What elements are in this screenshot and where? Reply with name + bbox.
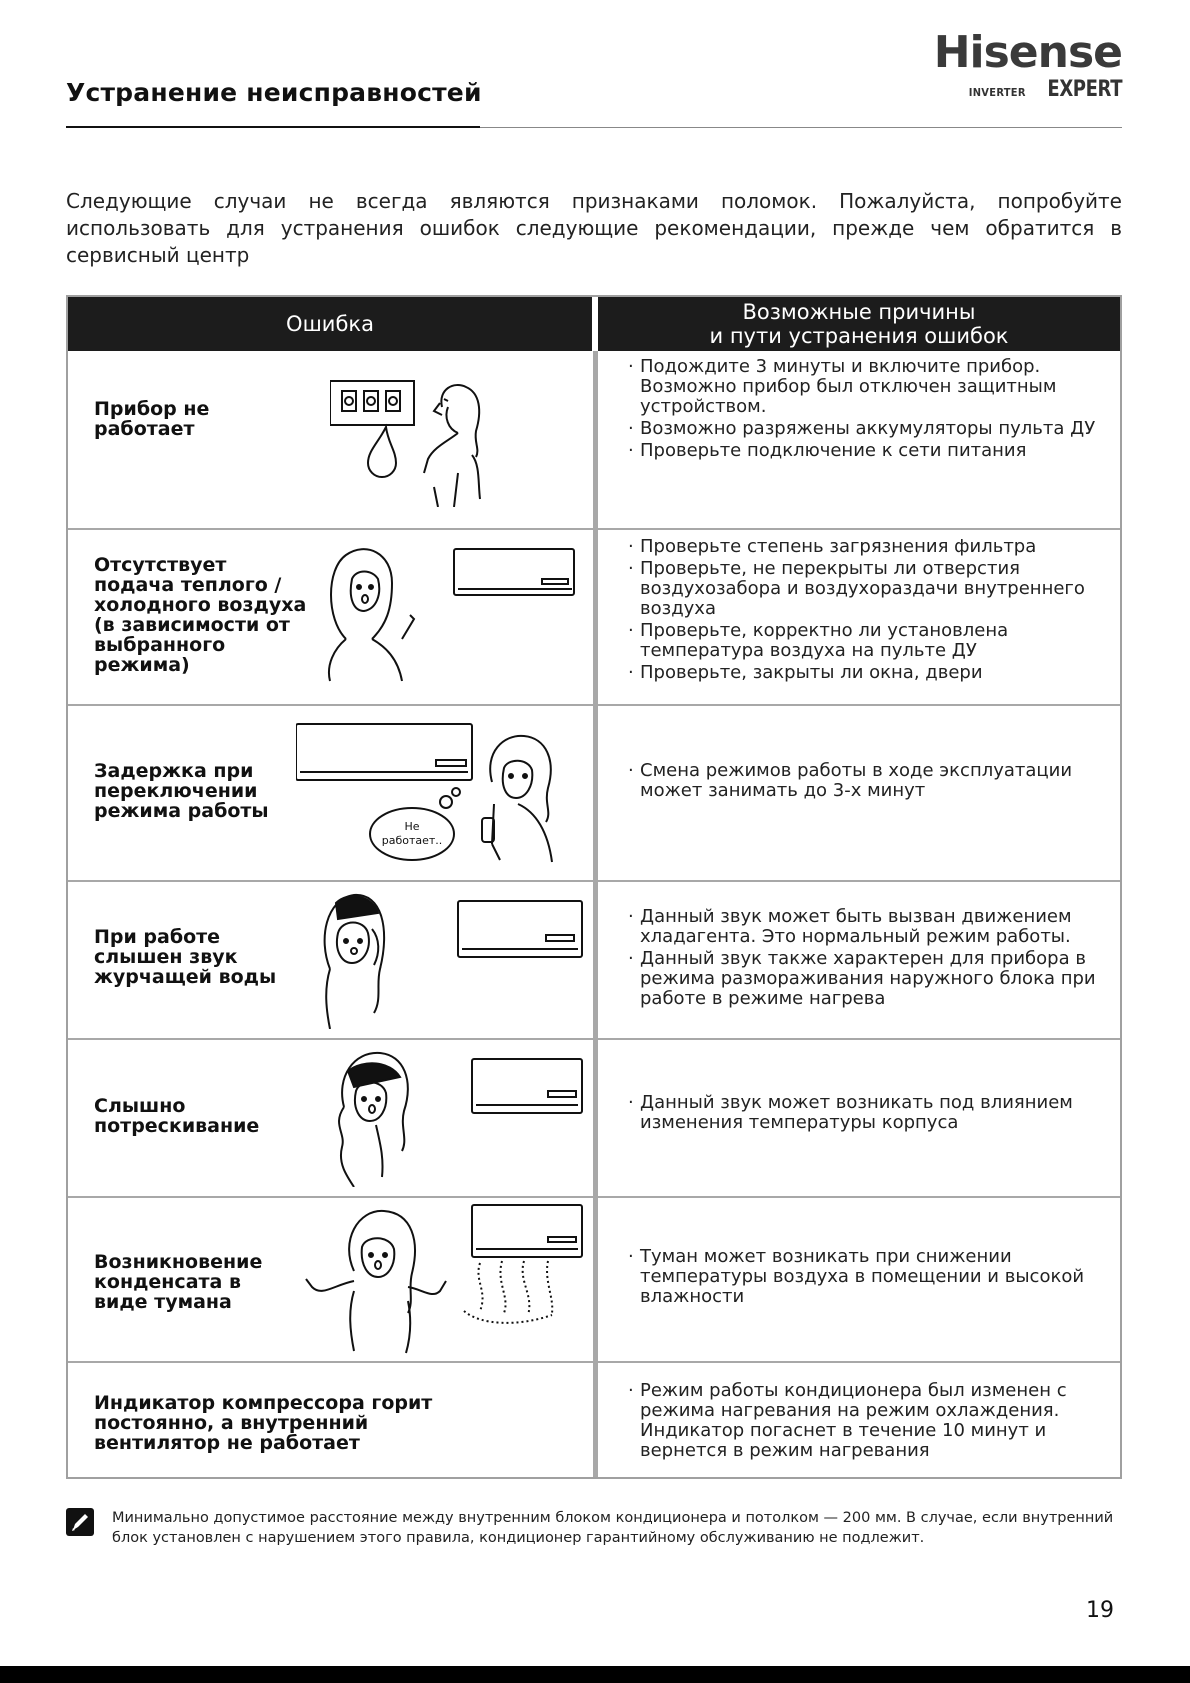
error-label: Прибор не работает xyxy=(94,398,210,440)
thought-bubble-line1: Не xyxy=(404,820,420,833)
brand-logo xyxy=(912,28,1122,108)
pencil-note-icon xyxy=(66,1508,94,1536)
illustration-woman-listening-ac xyxy=(314,889,584,1029)
logo-inverter: INVERTER xyxy=(968,86,1026,99)
causes-list xyxy=(628,907,1114,1011)
illustration-woman-remote-ac xyxy=(296,712,596,872)
title-underline xyxy=(66,126,480,128)
error-label: Индикатор компрессора горит постоянно, а внутренний вентилятор не работает xyxy=(94,1392,433,1454)
causes-list xyxy=(628,1381,1114,1463)
cause-item: · Туман может возникать при снижении температуры воздуха в помещении и высокой влажности xyxy=(628,1247,1114,1307)
illustration-woman-crackling-ac xyxy=(324,1047,584,1187)
column-divider xyxy=(593,351,598,1477)
column-header-causes-line2: и пути устранения ошибок xyxy=(709,324,1009,348)
cause-item: · Смена режимов работы в ходе эксплуатации может занимать до 3-х минут xyxy=(628,761,1114,801)
bottom-bar xyxy=(0,1666,1190,1683)
cause-item: · Проверьте, корректно ли установлена температура воздуха на пульте ДУ xyxy=(628,621,1114,661)
cause-item: · Данный звук также характерен для прибора в режима размораживания наружного блока при работе в режиме нагрева xyxy=(628,949,1114,1009)
error-label: Задержка при переключении режима работы xyxy=(94,760,269,822)
column-header-error: Ошибка xyxy=(68,297,592,351)
logo-brand: Hisense xyxy=(933,27,1122,78)
causes-list xyxy=(628,1093,1114,1135)
cause-item: · Проверьте, не перекрыты ли отверстия воздухозабора и воздухораздачи внутреннего воздуха xyxy=(628,559,1114,619)
column-header-causes-line1: Возможные причины xyxy=(742,300,976,324)
cause-item: · Проверьте, закрыты ли окна, двери xyxy=(628,663,1114,683)
page-number: 19 xyxy=(1086,1598,1114,1623)
error-label: Возникновение конденсата в виде тумана xyxy=(94,1251,263,1313)
causes-list xyxy=(628,357,1114,463)
error-label: При работе слышен звук журчащей воды xyxy=(94,926,277,988)
cause-item: · Проверьте подключение к сети питания xyxy=(628,441,1114,461)
installation-note: Минимально допустимое расстояние между внутренним блоком кондиционера и потолком — 200 мм. В случае, если внутренний блок установлен с нарушением этого правила, кондиционер гарантийному обслуживанию не подлежит. xyxy=(112,1510,1114,1546)
illustration-woman-control-panel xyxy=(330,377,570,507)
causes-list xyxy=(628,537,1114,685)
illustration-woman-pointing-ac xyxy=(306,539,576,689)
cause-item: · Проверьте степень загрязнения фильтра xyxy=(628,537,1114,557)
cause-item: · Возможно разряжены аккумуляторы пульта ДУ xyxy=(628,419,1114,439)
header-rule xyxy=(480,127,1122,128)
causes-list xyxy=(628,761,1114,803)
thought-bubble-line2: работает.. xyxy=(381,834,443,847)
cause-item: · Режим работы кондиционера был изменен с режима нагревания на режим охлаждения. Индикатор погаснет в течение 10 минут и вернется в режим нагревания xyxy=(628,1381,1114,1461)
cause-item: · Подождите 3 минуты и включите прибор. Возможно прибор был отключен защитным устройством. xyxy=(628,357,1114,417)
intro-paragraph: Следующие случаи не всегда являются признаками поломок. Пожалуйста, попробуйте использовать для устранения ошибок следующие рекомендации, прежде чем обратится в сервисный центр xyxy=(66,189,1122,267)
cause-item: · Данный звук может быть вызван движением хладагента. Это нормальный режим работы. xyxy=(628,907,1114,947)
cause-item: · Данный звук может возникать под влиянием изменения температуры корпуса xyxy=(628,1093,1114,1133)
causes-list xyxy=(628,1247,1114,1309)
page-title: Устранение неисправностей xyxy=(66,78,482,107)
troubleshooting-table xyxy=(66,295,1122,1479)
error-label: Отсутствует подача теплого / холодного воздуха (в зависимости от выбранного режима) xyxy=(94,554,307,676)
logo-expert: EXPERT xyxy=(1047,77,1122,102)
column-header-causes xyxy=(598,297,1120,351)
illustration-woman-fog-ac xyxy=(304,1201,584,1356)
error-label: Слышно потрескивание xyxy=(94,1095,260,1137)
